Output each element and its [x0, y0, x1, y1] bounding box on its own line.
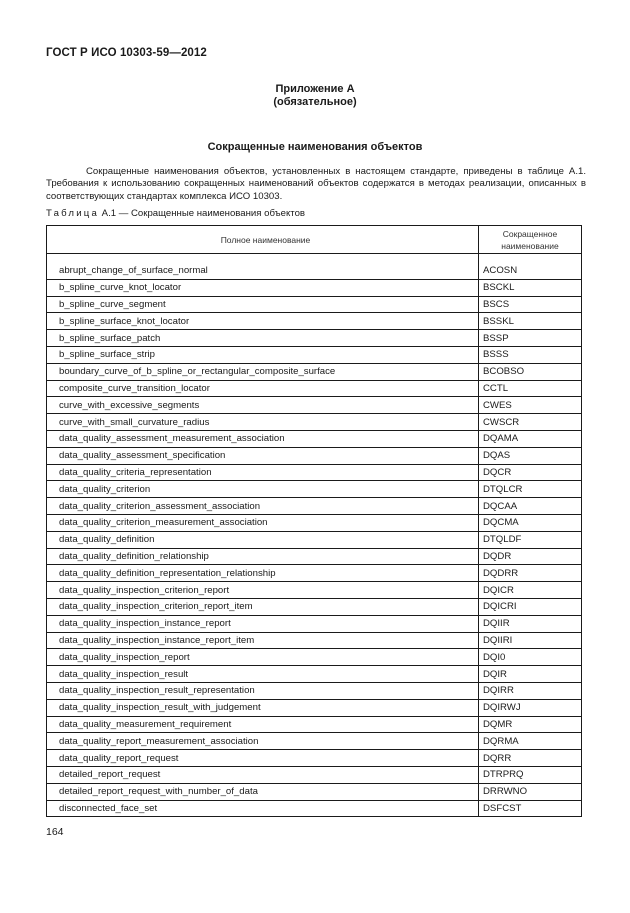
- table-row: [47, 330, 582, 347]
- table-row: [47, 397, 582, 414]
- table-row: [47, 632, 582, 649]
- full-name-cell: data_quality_inspection_criterion_report_item: [47, 598, 479, 615]
- table-row: [47, 531, 582, 548]
- table-body: [47, 263, 582, 817]
- full-name-cell: data_quality_criterion_assessment_association: [47, 498, 479, 515]
- short-name-cell: DQIIR: [479, 615, 582, 632]
- table-row: [47, 666, 582, 683]
- short-name-cell: DQIRR: [479, 682, 582, 699]
- abbreviations-table: [46, 225, 582, 817]
- table-row: [47, 565, 582, 582]
- spacer-cell: [47, 254, 479, 264]
- table-row: [47, 430, 582, 447]
- short-name-cell: DRRWNO: [479, 783, 582, 800]
- short-name-cell: BSSKL: [479, 313, 582, 330]
- table-row: [47, 363, 582, 380]
- short-name-cell: DQDR: [479, 548, 582, 565]
- table-row: [47, 481, 582, 498]
- table-row: [47, 346, 582, 363]
- short-name-cell: CCTL: [479, 380, 582, 397]
- table-row: [47, 380, 582, 397]
- table-row: [47, 548, 582, 565]
- intro-text: Сокращенные наименования объектов, установленных в настоящем стандарте, приведены в таблице А.1. Требования к использованию сокращенных наименований объектов содержатся в методах реализации, описанных в соответствующих стандартах комплекса ИСО 10303.: [46, 166, 586, 202]
- short-name-cell: DQAS: [479, 447, 582, 464]
- short-name-cell: DTRPRQ: [479, 766, 582, 783]
- table-row: [47, 263, 582, 279]
- short-name-cell: DQI0: [479, 649, 582, 666]
- full-name-cell: data_quality_criterion_measurement_association: [47, 514, 479, 531]
- short-name-cell: DQAMA: [479, 430, 582, 447]
- table-row: [47, 649, 582, 666]
- table-row: [47, 498, 582, 515]
- table-row: [47, 682, 582, 699]
- short-name-cell: BSCKL: [479, 279, 582, 296]
- table-row: [47, 783, 582, 800]
- full-name-cell: data_quality_inspection_report: [47, 649, 479, 666]
- full-name-cell: data_quality_inspection_result_representation: [47, 682, 479, 699]
- table-row: [47, 464, 582, 481]
- full-name-cell: data_quality_assessment_specification: [47, 447, 479, 464]
- short-name-cell: BSCS: [479, 296, 582, 313]
- full-name-cell: data_quality_definition_relationship: [47, 548, 479, 565]
- full-name-cell: curve_with_small_curvature_radius: [47, 414, 479, 431]
- full-name-cell: data_quality_inspection_result_with_judgement: [47, 699, 479, 716]
- header-short-name: [479, 226, 582, 254]
- table-row: [47, 615, 582, 632]
- header-spacer-row: [47, 254, 582, 264]
- table-row: [47, 414, 582, 431]
- table-row: [47, 279, 582, 296]
- short-name-cell: BSSP: [479, 330, 582, 347]
- full-name-cell: data_quality_criterion: [47, 481, 479, 498]
- table-row: [47, 582, 582, 599]
- table-row: [47, 447, 582, 464]
- short-name-cell: BSSS: [479, 346, 582, 363]
- short-name-cell: DQICRI: [479, 598, 582, 615]
- annex-status: (обязательное): [273, 96, 357, 108]
- table-header-row: [47, 226, 582, 254]
- table-row: [47, 733, 582, 750]
- table-caption-text: А.1 — Сокращенные наименования объектов: [99, 208, 306, 219]
- short-name-cell: DQRR: [479, 750, 582, 767]
- standard-designation: ГОСТ Р ИСО 10303-59—2012: [46, 47, 207, 59]
- intro-paragraph: [46, 166, 586, 203]
- page-number: 164: [46, 826, 64, 838]
- full-name-cell: data_quality_inspection_result: [47, 666, 479, 683]
- full-name-cell: data_quality_report_measurement_association: [47, 733, 479, 750]
- table-row: [47, 598, 582, 615]
- table-row: [47, 800, 582, 817]
- full-name-cell: boundary_curve_of_b_spline_or_rectangular_composite_surface: [47, 363, 479, 380]
- full-name-cell: b_spline_surface_strip: [47, 346, 479, 363]
- short-name-cell: DTQLCR: [479, 481, 582, 498]
- full-name-cell: data_quality_inspection_instance_report: [47, 615, 479, 632]
- annex-heading: [0, 83, 630, 109]
- short-name-cell: DSFCST: [479, 800, 582, 817]
- full-name-cell: data_quality_inspection_criterion_report: [47, 582, 479, 599]
- full-name-cell: composite_curve_transition_locator: [47, 380, 479, 397]
- table-row: [47, 514, 582, 531]
- full-name-cell: b_spline_surface_patch: [47, 330, 479, 347]
- short-name-cell: DQCMA: [479, 514, 582, 531]
- short-name-cell: DQCAA: [479, 498, 582, 515]
- short-name-cell: CWSCR: [479, 414, 582, 431]
- short-name-cell: BCOBSO: [479, 363, 582, 380]
- full-name-cell: data_quality_inspection_instance_report_item: [47, 632, 479, 649]
- full-name-cell: abrupt_change_of_surface_normal: [47, 263, 479, 279]
- full-name-cell: b_spline_surface_knot_locator: [47, 313, 479, 330]
- table-row: [47, 296, 582, 313]
- short-name-cell: ACOSN: [479, 263, 582, 279]
- short-name-cell: DQICR: [479, 582, 582, 599]
- full-name-cell: data_quality_definition_representation_relationship: [47, 565, 479, 582]
- short-name-cell: DQCR: [479, 464, 582, 481]
- full-name-cell: detailed_report_request_with_number_of_data: [47, 783, 479, 800]
- table-row: [47, 699, 582, 716]
- table-caption-label: Таблица: [46, 208, 100, 219]
- full-name-cell: b_spline_curve_knot_locator: [47, 279, 479, 296]
- full-name-cell: data_quality_definition: [47, 531, 479, 548]
- table-row: [47, 750, 582, 767]
- table-row: [47, 766, 582, 783]
- table-row: [47, 716, 582, 733]
- short-name-cell: DQDRR: [479, 565, 582, 582]
- full-name-cell: data_quality_criteria_representation: [47, 464, 479, 481]
- full-name-cell: data_quality_measurement_requirement: [47, 716, 479, 733]
- short-name-cell: DQRMA: [479, 733, 582, 750]
- full-name-cell: data_quality_report_request: [47, 750, 479, 767]
- full-name-cell: data_quality_assessment_measurement_association: [47, 430, 479, 447]
- spacer-cell: [479, 254, 582, 264]
- full-name-cell: detailed_report_request: [47, 766, 479, 783]
- table-caption: [46, 208, 305, 219]
- full-name-cell: b_spline_curve_segment: [47, 296, 479, 313]
- annex-label: Приложение А: [275, 83, 355, 95]
- short-name-cell: DQIR: [479, 666, 582, 683]
- table-row: [47, 313, 582, 330]
- short-name-cell: CWES: [479, 397, 582, 414]
- short-name-cell: DQIRWJ: [479, 699, 582, 716]
- short-name-cell: DQMR: [479, 716, 582, 733]
- full-name-cell: disconnected_face_set: [47, 800, 479, 817]
- header-short-name-line1: Сокращенное: [502, 228, 558, 239]
- full-name-cell: curve_with_excessive_segments: [47, 397, 479, 414]
- section-title: Сокращенные наименования объектов: [207, 141, 423, 153]
- header-short-name-line2: наименование: [501, 240, 559, 251]
- short-name-cell: DQIIRI: [479, 632, 582, 649]
- short-name-cell: DTQLDF: [479, 531, 582, 548]
- header-full-name: Полное наименование: [47, 226, 479, 254]
